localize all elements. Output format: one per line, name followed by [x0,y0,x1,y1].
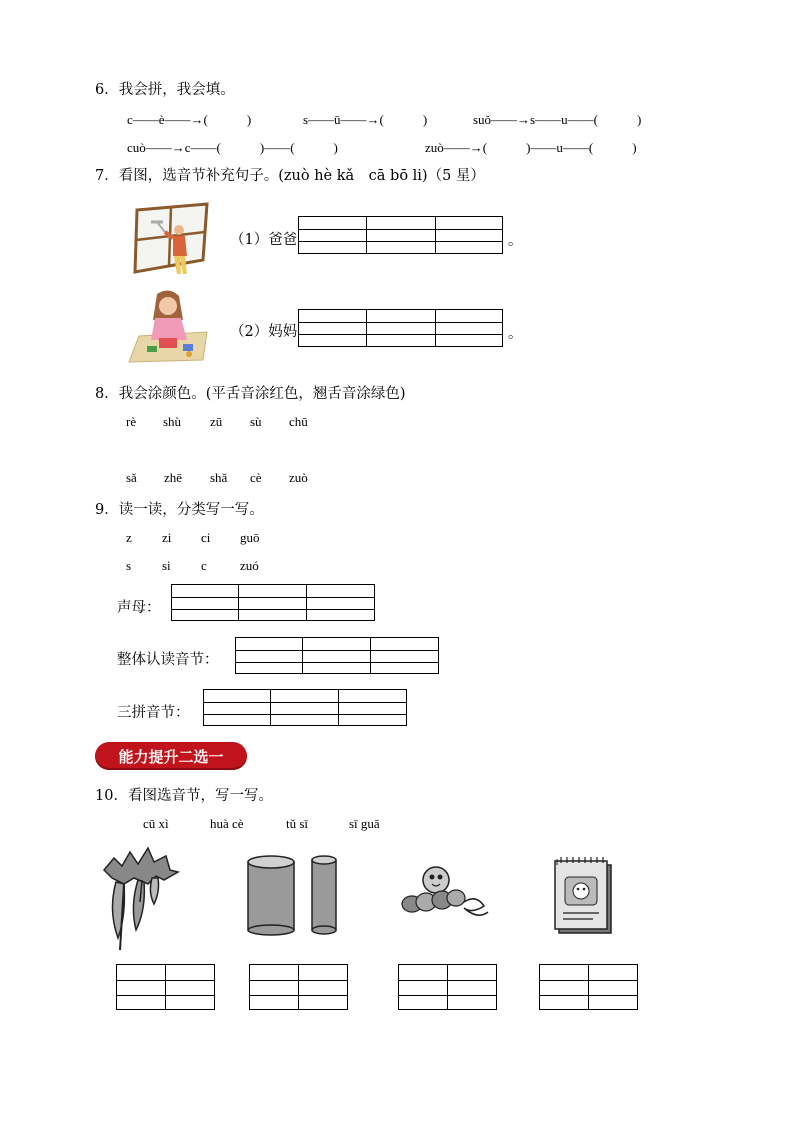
q6-row1-item-3: suǒ——→s——u——( ) [473,112,642,127]
thick-thin-cylinders-image [244,854,344,936]
q8-syllable[interactable]: sù [250,414,262,429]
section-banner-text: 能力提升二选一 [118,748,224,766]
q7-writing-grid-1[interactable] [298,216,503,254]
q9-item: si [162,558,171,573]
q8-syllable[interactable]: zū [210,414,223,429]
q8-syllable[interactable]: shǎ [210,470,228,485]
q9-label-whole-syllables: 整体认读音节： [117,652,219,668]
question-10-title: 10．看图选音节，写一写。 [95,788,273,804]
q10-writing-grid-2[interactable] [249,964,348,1010]
q10-writing-grid-3[interactable] [398,964,497,1010]
q10-option: tǔ sī [286,816,309,831]
q9-item: s [126,558,132,573]
q6-row2-item-1: cuò——→c——( )——( ) [127,140,338,155]
q8-syllable[interactable]: zuò [289,470,308,485]
question-6-title: 6．我会拼，我会填。 [95,82,235,98]
question-9-title: 9．读一读，分类写一写。 [95,502,264,518]
woman-making-card-image [127,288,211,364]
q9-grid-three-part-syllables[interactable] [203,689,407,726]
q10-option: sī guā [349,816,380,831]
q8-syllable[interactable]: cè [250,470,262,485]
question-7-title: 7．看图，选音节补充句子。(zuò hè kǎ cā bō li)（5 星） [95,168,485,184]
q9-item: zi [162,530,172,545]
q9-item: guō [240,530,260,545]
man-cleaning-window-image [133,202,211,276]
q7-item-2-period: 。 [508,326,523,342]
q9-label-initials: 声母： [117,600,161,616]
q8-syllable[interactable]: zhē [164,470,183,485]
q6-row1-item-1: c——è——→( ) [127,112,252,127]
q8-syllable[interactable]: shù [163,414,182,429]
question-8-title: 8．我会涂颜色。(平舌音涂红色，翘舌音涂绿色) [95,386,406,402]
sketchbook-image [553,855,615,935]
q7-writing-grid-2[interactable] [298,309,503,347]
q9-item: c [201,558,207,573]
q10-writing-grid-4[interactable] [539,964,638,1010]
loofah-image [94,840,182,952]
q9-grid-whole-syllables[interactable] [235,637,439,674]
q9-item: ci [201,530,211,545]
q8-syllable[interactable]: chū [289,414,308,429]
q10-writing-grid-1[interactable] [116,964,215,1010]
section-banner [95,742,247,770]
q10-option: cū xì [143,816,169,831]
q7-item-1-period: 。 [508,233,523,249]
q6-row2-item-2: zuò——→( )——u——( ) [425,140,637,155]
q7-item-1-label: （1）爸爸 [230,232,298,248]
q9-item: z [126,530,132,545]
q7-item-2-label: （2）妈妈 [230,324,298,340]
q8-syllable[interactable]: rè [126,414,137,429]
q9-item: zuó [240,558,259,573]
silkworm-image [398,862,492,924]
q8-syllable[interactable]: sǎ [126,470,137,485]
q10-option: huà cè [210,816,244,831]
q9-grid-initials[interactable] [171,584,375,621]
q9-label-three-part-syllables: 三拼音节： [117,705,190,721]
q6-row1-item-2: s——ū——→( ) [303,112,428,127]
